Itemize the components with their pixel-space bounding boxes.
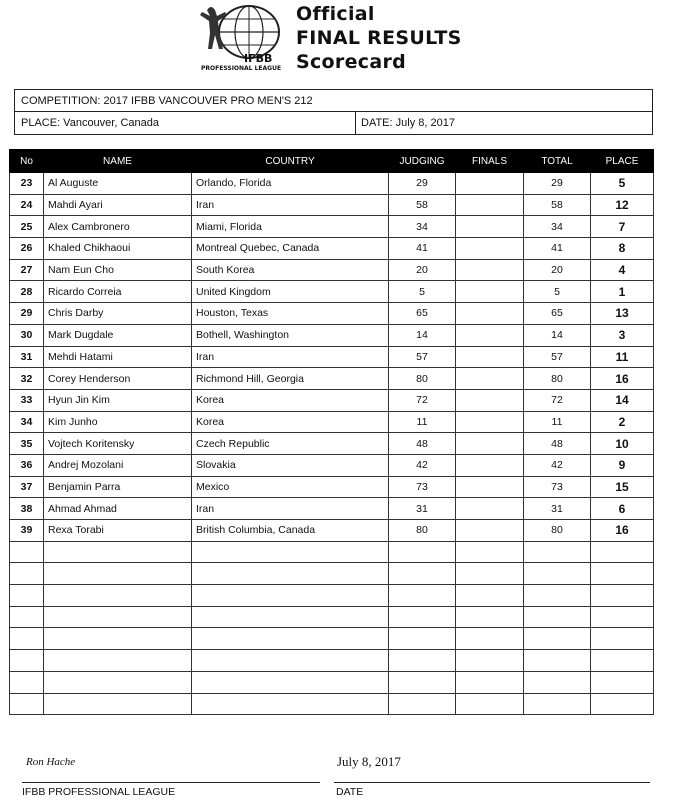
cell-place [591, 628, 654, 650]
cell-judging: 41 [389, 238, 456, 260]
cell-total: 57 [524, 346, 591, 368]
cell-total: 42 [524, 454, 591, 476]
cell-name: Andrej Mozolani [44, 454, 192, 476]
cell-name [44, 671, 192, 693]
cell-total: 48 [524, 433, 591, 455]
cell-no: 34 [10, 411, 44, 433]
table-row [10, 216, 654, 238]
cell-place: 10 [591, 433, 654, 455]
cell-total [524, 585, 591, 607]
cell-place: 5 [591, 173, 654, 195]
cell-place: 16 [591, 520, 654, 542]
table-row [10, 303, 654, 325]
cell-total [524, 628, 591, 650]
table-row [10, 389, 654, 411]
col-header-finals: FINALS [456, 150, 524, 173]
table-row [10, 628, 654, 650]
cell-no: 23 [10, 173, 44, 195]
cell-judging: 80 [389, 520, 456, 542]
signature-name: Ron Hache [26, 756, 76, 768]
cell-total [524, 671, 591, 693]
cell-no: 28 [10, 281, 44, 303]
cell-total: 20 [524, 259, 591, 281]
cell-place: 14 [591, 389, 654, 411]
cell-country: Korea [192, 389, 389, 411]
cell-judging: 31 [389, 498, 456, 520]
competition-label: COMPETITION: 2017 IFBB VANCOUVER PRO MEN'S 212 [21, 95, 313, 107]
cell-no: 33 [10, 389, 44, 411]
cell-place: 8 [591, 238, 654, 260]
cell-total: 65 [524, 303, 591, 325]
cell-finals [456, 281, 524, 303]
cell-finals [456, 368, 524, 390]
cell-finals [456, 216, 524, 238]
cell-judging [389, 650, 456, 672]
cell-name: Mark Dugdale [44, 324, 192, 346]
cell-no [10, 563, 44, 585]
cell-name: Chris Darby [44, 303, 192, 325]
cell-place: 16 [591, 368, 654, 390]
table-row [10, 238, 654, 260]
col-header-no: No [10, 150, 44, 173]
cell-finals [456, 324, 524, 346]
cell-finals [456, 650, 524, 672]
cell-judging: 42 [389, 454, 456, 476]
cell-country: South Korea [192, 259, 389, 281]
cell-country [192, 628, 389, 650]
cell-finals [456, 411, 524, 433]
cell-country: Bothell, Washington [192, 324, 389, 346]
cell-judging [389, 628, 456, 650]
cell-place: 13 [591, 303, 654, 325]
col-header-judging: JUDGING [389, 150, 456, 173]
cell-no [10, 606, 44, 628]
cell-judging [389, 585, 456, 607]
table-row [10, 650, 654, 672]
cell-no: 38 [10, 498, 44, 520]
cell-name [44, 628, 192, 650]
cell-name [44, 606, 192, 628]
cell-no [10, 541, 44, 563]
title-line-3: Scorecard [296, 51, 407, 73]
cell-country: British Columbia, Canada [192, 520, 389, 542]
cell-finals [456, 173, 524, 195]
cell-no: 31 [10, 346, 44, 368]
table-row [10, 324, 654, 346]
cell-total: 73 [524, 476, 591, 498]
cell-judging [389, 606, 456, 628]
cell-finals [456, 389, 524, 411]
table-row [10, 671, 654, 693]
col-header-name: NAME [44, 150, 192, 173]
logo-text: IFBB [244, 52, 273, 65]
logo-subtext: PROFESSIONAL LEAGUE [201, 65, 282, 72]
cell-place [591, 563, 654, 585]
table-row [10, 433, 654, 455]
cell-country [192, 650, 389, 672]
cell-place: 4 [591, 259, 654, 281]
cell-judging [389, 671, 456, 693]
signature-line [22, 782, 320, 783]
table-row [10, 498, 654, 520]
cell-finals [456, 454, 524, 476]
cell-name [44, 563, 192, 585]
cell-no [10, 628, 44, 650]
cell-judging: 20 [389, 259, 456, 281]
cell-country: Slovakia [192, 454, 389, 476]
cell-place [591, 541, 654, 563]
cell-place [591, 606, 654, 628]
cell-country [192, 585, 389, 607]
cell-total: 80 [524, 368, 591, 390]
cell-finals [456, 238, 524, 260]
title-line-1: Official [296, 3, 375, 25]
cell-judging: 73 [389, 476, 456, 498]
cell-no: 24 [10, 194, 44, 216]
cell-finals [456, 520, 524, 542]
signature-label: IFBB PROFESSIONAL LEAGUE [22, 786, 176, 798]
cell-no [10, 650, 44, 672]
cell-name: Al Auguste [44, 173, 192, 195]
cell-place: 6 [591, 498, 654, 520]
results-table [9, 149, 654, 715]
cell-finals [456, 563, 524, 585]
cell-name: Nam Eun Cho [44, 259, 192, 281]
cell-name: Mahdi Ayari [44, 194, 192, 216]
cell-place: 15 [591, 476, 654, 498]
cell-finals [456, 585, 524, 607]
cell-finals [456, 303, 524, 325]
cell-judging: 48 [389, 433, 456, 455]
cell-country [192, 541, 389, 563]
cell-no: 26 [10, 238, 44, 260]
cell-total: 5 [524, 281, 591, 303]
table-row [10, 454, 654, 476]
date-line [334, 782, 650, 783]
cell-name: Kim Junho [44, 411, 192, 433]
table-row [10, 259, 654, 281]
cell-place [591, 693, 654, 715]
cell-judging [389, 541, 456, 563]
cell-country: Iran [192, 194, 389, 216]
cell-total [524, 606, 591, 628]
cell-total: 58 [524, 194, 591, 216]
cell-name: Mehdi Hatami [44, 346, 192, 368]
cell-name: Ricardo Correia [44, 281, 192, 303]
cell-finals [456, 498, 524, 520]
cell-total: 11 [524, 411, 591, 433]
table-row [10, 606, 654, 628]
cell-finals [456, 346, 524, 368]
cell-country [192, 671, 389, 693]
cell-total: 14 [524, 324, 591, 346]
col-header-total: TOTAL [524, 150, 591, 173]
scorecard-title [296, 2, 462, 74]
table-row [10, 368, 654, 390]
date-label: DATE: July 8, 2017 [361, 117, 455, 129]
cell-country: Orlando, Florida [192, 173, 389, 195]
cell-place: 1 [591, 281, 654, 303]
cell-country: Montreal Quebec, Canada [192, 238, 389, 260]
signed-date: July 8, 2017 [337, 754, 401, 769]
cell-no: 30 [10, 324, 44, 346]
cell-finals [456, 476, 524, 498]
cell-judging [389, 693, 456, 715]
cell-finals [456, 194, 524, 216]
cell-country: Miami, Florida [192, 216, 389, 238]
cell-no: 36 [10, 454, 44, 476]
table-row [10, 520, 654, 542]
place-label: PLACE: Vancouver, Canada [21, 117, 159, 129]
cell-name: Khaled Chikhaoui [44, 238, 192, 260]
cell-total: 72 [524, 389, 591, 411]
cell-total: 41 [524, 238, 591, 260]
table-row [10, 281, 654, 303]
cell-total [524, 693, 591, 715]
cell-country: United Kingdom [192, 281, 389, 303]
cell-no: 37 [10, 476, 44, 498]
date-line-label: DATE [336, 786, 364, 798]
cell-place [591, 585, 654, 607]
cell-no: 32 [10, 368, 44, 390]
cell-place: 2 [591, 411, 654, 433]
cell-total: 29 [524, 173, 591, 195]
cell-total [524, 563, 591, 585]
cell-place: 3 [591, 324, 654, 346]
cell-no: 29 [10, 303, 44, 325]
cell-finals [456, 259, 524, 281]
title-line-2: FINAL RESULTS [296, 27, 462, 49]
cell-no [10, 671, 44, 693]
table-row [10, 585, 654, 607]
cell-name [44, 541, 192, 563]
table-row [10, 173, 654, 195]
cell-country: Mexico [192, 476, 389, 498]
cell-no: 27 [10, 259, 44, 281]
cell-no [10, 693, 44, 715]
cell-judging: 80 [389, 368, 456, 390]
table-row [10, 194, 654, 216]
cell-country: Houston, Texas [192, 303, 389, 325]
cell-name: Benjamin Parra [44, 476, 192, 498]
cell-place: 7 [591, 216, 654, 238]
cell-name: Vojtech Koritensky [44, 433, 192, 455]
ifbb-logo [187, 2, 287, 72]
table-row [10, 476, 654, 498]
cell-no [10, 585, 44, 607]
cell-no: 35 [10, 433, 44, 455]
cell-total: 80 [524, 520, 591, 542]
cell-country: Richmond Hill, Georgia [192, 368, 389, 390]
cell-country: Iran [192, 498, 389, 520]
cell-judging: 72 [389, 389, 456, 411]
table-row [10, 411, 654, 433]
table-row [10, 346, 654, 368]
cell-judging: 29 [389, 173, 456, 195]
cell-judging: 34 [389, 216, 456, 238]
cell-country [192, 563, 389, 585]
cell-judging: 65 [389, 303, 456, 325]
cell-name: Rexa Torabi [44, 520, 192, 542]
cell-finals [456, 433, 524, 455]
cell-judging: 58 [389, 194, 456, 216]
col-header-country: COUNTRY [192, 150, 389, 173]
cell-name [44, 585, 192, 607]
cell-finals [456, 606, 524, 628]
cell-total [524, 650, 591, 672]
cell-place [591, 650, 654, 672]
cell-place: 9 [591, 454, 654, 476]
cell-no: 39 [10, 520, 44, 542]
cell-place: 12 [591, 194, 654, 216]
cell-name: Ahmad Ahmad [44, 498, 192, 520]
cell-country [192, 693, 389, 715]
table-row [10, 563, 654, 585]
cell-country [192, 606, 389, 628]
cell-judging [389, 563, 456, 585]
cell-judging: 11 [389, 411, 456, 433]
cell-name: Hyun Jin Kim [44, 389, 192, 411]
cell-finals [456, 541, 524, 563]
cell-place [591, 671, 654, 693]
cell-name: Alex Cambronero [44, 216, 192, 238]
cell-name [44, 650, 192, 672]
cell-no: 25 [10, 216, 44, 238]
col-header-place: PLACE [591, 150, 654, 173]
cell-total [524, 541, 591, 563]
cell-name: Corey Henderson [44, 368, 192, 390]
table-row [10, 693, 654, 715]
cell-finals [456, 628, 524, 650]
cell-place: 11 [591, 346, 654, 368]
cell-total: 31 [524, 498, 591, 520]
cell-country: Iran [192, 346, 389, 368]
cell-finals [456, 693, 524, 715]
cell-judging: 57 [389, 346, 456, 368]
cell-judging: 14 [389, 324, 456, 346]
cell-judging: 5 [389, 281, 456, 303]
cell-finals [456, 671, 524, 693]
table-row [10, 541, 654, 563]
cell-name [44, 693, 192, 715]
cell-total: 34 [524, 216, 591, 238]
cell-country: Korea [192, 411, 389, 433]
cell-country: Czech Republic [192, 433, 389, 455]
competition-info-box [14, 89, 653, 135]
table-header-row [10, 150, 654, 173]
